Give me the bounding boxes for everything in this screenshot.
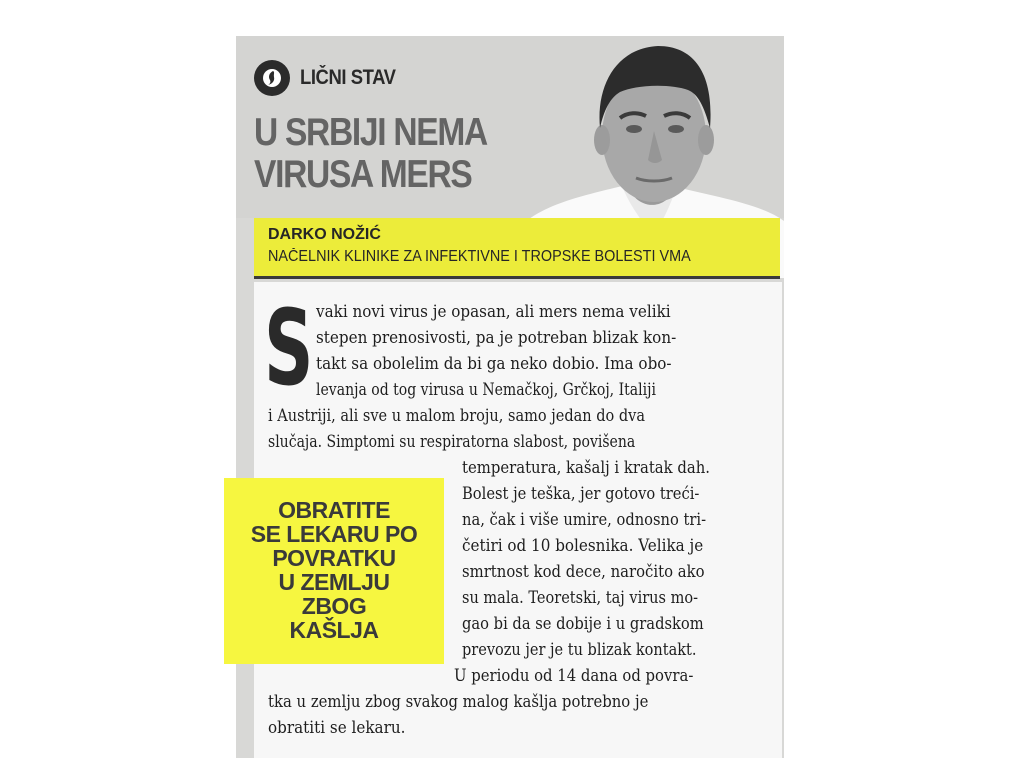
headline-line: VIRUSA MERS	[254, 153, 472, 196]
body-line: temperatura, kašalj i kratak dah.	[462, 458, 711, 477]
body-line: četiri od 10 bolesnika. Velika je	[462, 536, 704, 555]
author-name: DARKO NOŽIĆ	[268, 226, 381, 243]
body-line: takt sa obolelim da bi ga neko dobio. Ima obo-	[316, 354, 672, 373]
body-line: tka u zemlju zbog svakog malog kašlja potrebno je	[268, 692, 649, 711]
headline	[254, 112, 487, 196]
body-line: su mala. Teoretski, taj virus mo-	[462, 588, 699, 607]
body-line: Bolest je teška, jer gotovo treći-	[462, 484, 700, 503]
body-line: U periodu od 14 dana od povra-	[454, 666, 694, 685]
body-line: gao bi da se dobije i u gradskom	[462, 614, 704, 633]
author-title: NAČELNIK KLINIKE ZA INFEKTIVNE I TROPSKE BOLESTI VMA	[268, 248, 691, 265]
body-line: i Austriji, ali sve u malom broju, samo jedan do dva	[268, 406, 646, 425]
body-line: stepen prenosivosti, pa je potreban blizak kon-	[316, 328, 677, 347]
drop-cap: S	[264, 287, 314, 409]
body-line: obratiti se lekaru.	[268, 718, 406, 737]
pull-quote-line: U ZEMLJU	[278, 569, 390, 595]
byline-bar	[254, 218, 780, 279]
pull-quote-line: POVRATKU	[272, 545, 396, 571]
body-line: prevozu jer je tu blizak kontakt.	[462, 640, 697, 659]
body-line: slučaja. Simptomi su respiratorna slabost, povišena	[268, 432, 636, 451]
pull-quote-line: SE LEKARU PO	[250, 521, 418, 547]
pull-quote-box	[224, 478, 444, 664]
pull-quote-text	[224, 498, 444, 642]
pull-quote-line: ZBOG	[301, 593, 367, 619]
body-line: levanja od tog virusa u Nemačkoj, Grčkoj, Italiji	[316, 380, 656, 399]
pull-quote-line: KAŠLJA	[289, 617, 379, 643]
body-line: vaki novi virus je opasan, ali mers nema veliki	[316, 302, 671, 321]
kicker-label: LIČNI STAV	[300, 66, 396, 89]
headline-line: U SRBIJI NEMA	[254, 111, 487, 154]
section-kicker	[254, 60, 409, 96]
quote-bubble-icon	[254, 60, 290, 96]
body-line: smrtnost kod dece, naročito ako	[462, 562, 705, 581]
pull-quote-line: OBRATITE	[278, 497, 390, 523]
body-line: na, čak i više umire, odnosno tri-	[462, 510, 707, 529]
